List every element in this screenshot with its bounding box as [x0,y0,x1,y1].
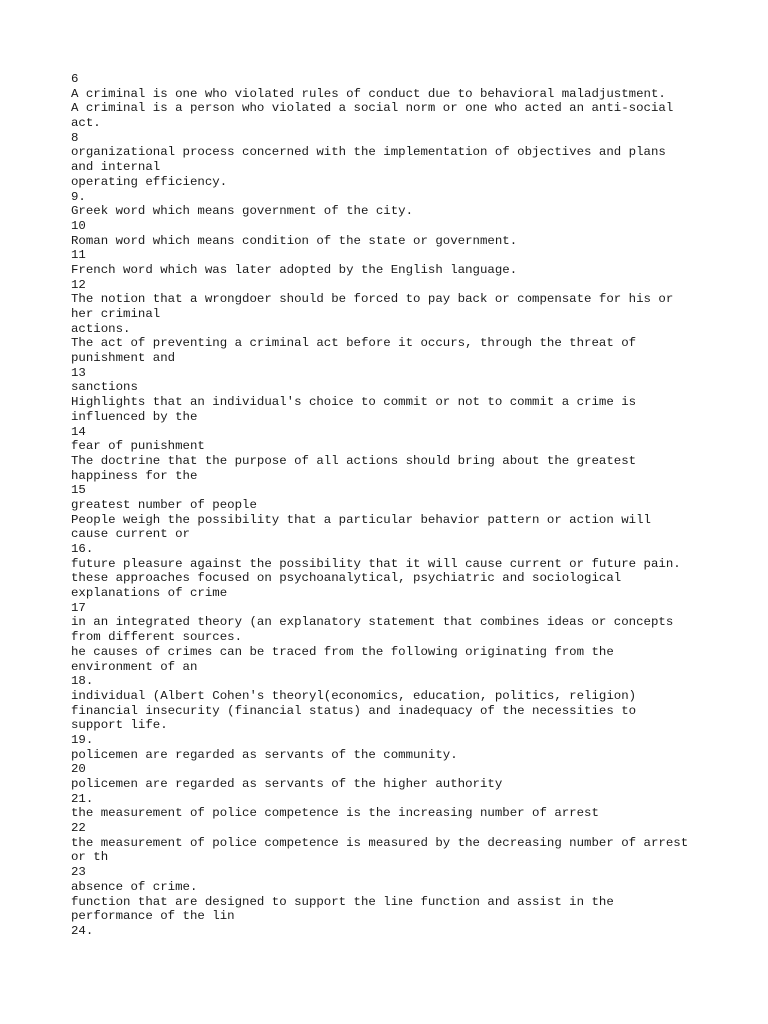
text-line: actions. [71,321,131,336]
text-line: in an integrated theory (an explanatory statement that combines ideas or concepts [71,615,674,630]
item-number-9: 9. [71,189,86,204]
text-line: future pleasure against the possibility that it will cause current or future pain. [71,556,681,571]
text-line: The notion that a wrongdoer should be forced to pay back or compensate for his or [71,292,674,307]
item-number-6: 6 [71,72,79,86]
text-line: act. [71,116,101,131]
text-line: A criminal is a person who violated a social norm or one who acted an anti-social [71,101,674,116]
text-line: the measurement of police competence is measured by the decreasing number of arrest [71,835,689,850]
text-line: absence of crime. [71,879,198,894]
item-number-20: 20 [71,762,86,777]
text-line: explanations of crime [71,586,228,601]
text-line: happiness for the [71,468,198,483]
item-number-22: 22 [71,821,86,836]
item-number-15: 15 [71,483,86,498]
text-line: and internal [71,160,161,175]
document-page [71,72,751,939]
item-number-17: 17 [71,600,86,615]
item-number-8: 8 [71,130,79,145]
text-line: The act of preventing a criminal act before it occurs, through the threat of [71,336,637,351]
text-line: Greek word which means government of the city. [71,204,414,219]
text-line: punishment and [71,351,176,366]
text-line: greatest number of people [71,497,257,512]
text-line: the measurement of police competence is the increasing number of arrest [71,806,599,821]
text-line: cause current or [71,527,190,542]
item-number-18: 18. [71,674,94,689]
text-line: her criminal [71,307,161,321]
text-line: Roman word which means condition of the state or government. [71,233,518,248]
text-line: performance of the lin [71,909,235,924]
item-number-12: 12 [71,277,86,292]
text-line: The doctrine that the purpose of all actions should bring about the greatest [71,453,637,468]
text-line: A criminal is one who violated rules of conduct due to behavioral maladjustment. [71,86,666,101]
item-number-23: 23 [71,865,86,880]
text-line: or th [71,850,109,865]
text-line: fear of punishment [71,439,205,454]
text-line: influenced by the [71,409,198,424]
text-line: support life. [71,718,168,733]
text-line: policemen are regarded as servants of the community. [71,747,458,762]
item-number-16: 16. [71,542,94,556]
text-line: People weigh the possibility that a particular behavior pattern or action will [71,512,651,527]
text-line: French word which was later adopted by the English language. [71,262,518,277]
text-line: sanctions [71,380,138,395]
text-line: Highlights that an individual's choice to commit or not to commit a crime is [71,395,637,410]
item-number-13: 13 [71,365,86,380]
item-number-11: 11 [71,248,86,263]
item-number-10: 10 [71,218,86,233]
item-number-19: 19. [71,732,94,747]
item-number-24: 24. [71,923,94,938]
item-number-14: 14 [71,424,86,439]
item-number-21: 21. [71,791,94,806]
text-line: from different sources. [71,630,243,645]
text-line: organizational process concerned with the implementation of objectives and plans [71,145,666,160]
text-line: these approaches focused on psychoanalytical, psychiatric and sociological [71,571,622,586]
text-line: function that are designed to support the line function and assist in the [71,894,614,909]
text-line: policemen are regarded as servants of the higher authority [71,777,503,791]
text-line: financial insecurity (financial status) and inadequacy of the necessities to [71,703,637,718]
text-line: individual (Albert Cohen's theoryl(economics, education, politics, religion) [71,688,637,703]
text-line: he causes of crimes can be traced from the following originating from the [71,644,614,659]
text-line: environment of an [71,659,198,674]
text-line: operating efficiency. [71,174,228,189]
